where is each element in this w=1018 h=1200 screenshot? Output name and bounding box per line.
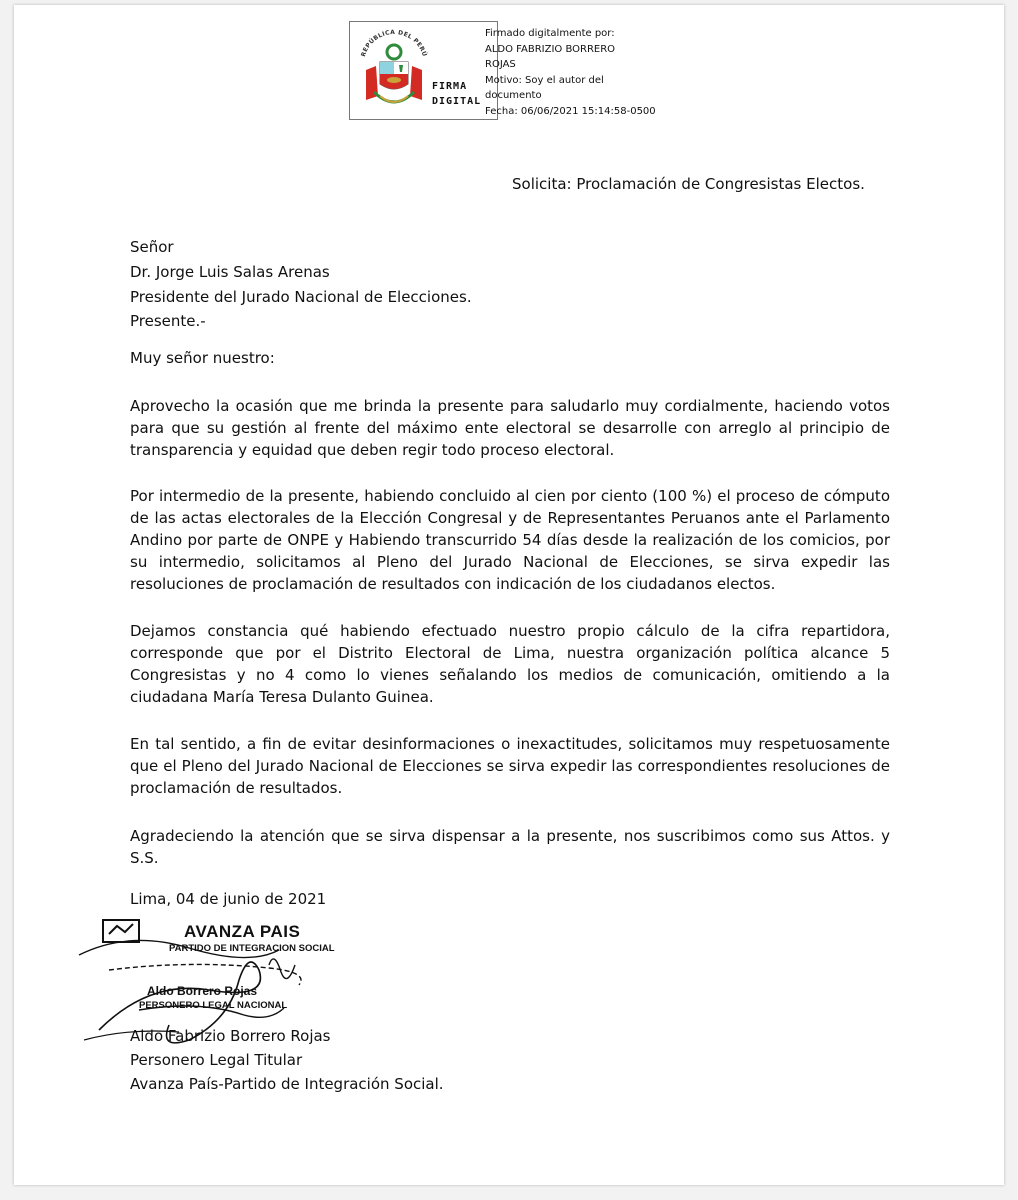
firma-digital-label: FIRMA DIGITAL	[432, 81, 482, 107]
signed-by-label: Firmado digitalmente por:	[485, 28, 615, 39]
emblem-title: REPÚBLICA DEL PERÚ	[359, 28, 429, 58]
stamp-party-subtitle: PARTIDO DE INTEGRACION SOCIAL	[169, 943, 335, 954]
svg-text:REPÚBLICA DEL PERÚ	[360, 29, 428, 58]
stamp-signer-name: Aldo Borrero Rojas	[147, 984, 258, 998]
greeting: Muy señor nuestro:	[130, 349, 275, 367]
signature-motive-line1: Motivo: Soy el autor del	[485, 74, 604, 86]
digital-signature-seal	[349, 21, 498, 120]
place-date: Lima, 04 de junio de 2021	[130, 890, 327, 908]
paragraph-1: Aprovecho la ocasión que me brinda la presente para saludarlo muy cordialmente, haciendo votos para que su gestión al frente del máximo ente electoral se desarrolle con arreglo al principio de transparencia y equidad que deben regir todo proceso electoral.	[130, 397, 890, 459]
document-page	[14, 5, 1004, 1185]
addressee-presente: Presente.-	[130, 312, 206, 330]
digital-signature-info	[485, 26, 685, 119]
stamp-party-name: AVANZA PAIS	[184, 922, 301, 941]
signer-name-line1: ALDO FABRIZIO BORRERO	[485, 43, 616, 55]
addressee-name: Dr. Jorge Luis Salas Arenas	[130, 263, 330, 281]
addressee-position: Presidente del Jurado Nacional de Elecciones.	[130, 288, 472, 306]
paragraph-2: Por intermedio de la presente, habiendo concluido al cien por ciento (100 %) el proceso de cómputo de las actas electorales de la Elección Congresal y de Representantes Peruanos ante el Parlamento Andino por parte de ONPE y Habiendo transcurrido 54 días desde la realización de los comicios, por su intermedio, solicitamos al Pleno del Jurado Nacional de Elecciones, se sirva expedir las resoluciones de proclamación de resultados con indicación de los ciudadanos electos.	[130, 487, 890, 593]
addressee-salutation: Señor	[130, 238, 174, 256]
document-subject: Solicita: Proclamación de Congresistas Electos.	[512, 175, 865, 193]
closing-title: Personero Legal Titular	[130, 1051, 303, 1069]
signature-date: Fecha: 06/06/2021 15:14:58-0500	[485, 105, 656, 117]
paragraph-3: Dejamos constancia qué habiendo efectuado nuestro propio cálculo de la cifra repartidora, corresponde que por el Distrito Electoral de Lima, nuestra organización política alcance 5 Congresistas y no 4 como lo vienes señalando los medios de comunicación, omitiendo a la ciudadana María Teresa Dulanto Guinea.	[130, 622, 890, 706]
stamp-signer-role: PERSONERO LEGAL NACIONAL	[139, 1000, 288, 1011]
closing-organization: Avanza País-Partido de Integración Social.	[130, 1075, 444, 1093]
signature-motive-line2: documento	[485, 90, 542, 101]
paragraph-5: Agradeciendo la atención que se sirva dispensar a la presente, nos suscribimos como sus Attos. y S.S.	[130, 827, 890, 867]
paragraph-4: En tal sentido, a fin de evitar desinformaciones o inexactitudes, solicitamos muy respetuosamente que el Pleno del Jurado Nacional de Elecciones se sirva expedir las correspondientes resoluciones de proclamación de resultados.	[130, 735, 890, 797]
closing-name: Aldo Fabrizio Borrero Rojas	[130, 1027, 331, 1045]
signer-name-line2: ROJAS	[485, 59, 516, 70]
